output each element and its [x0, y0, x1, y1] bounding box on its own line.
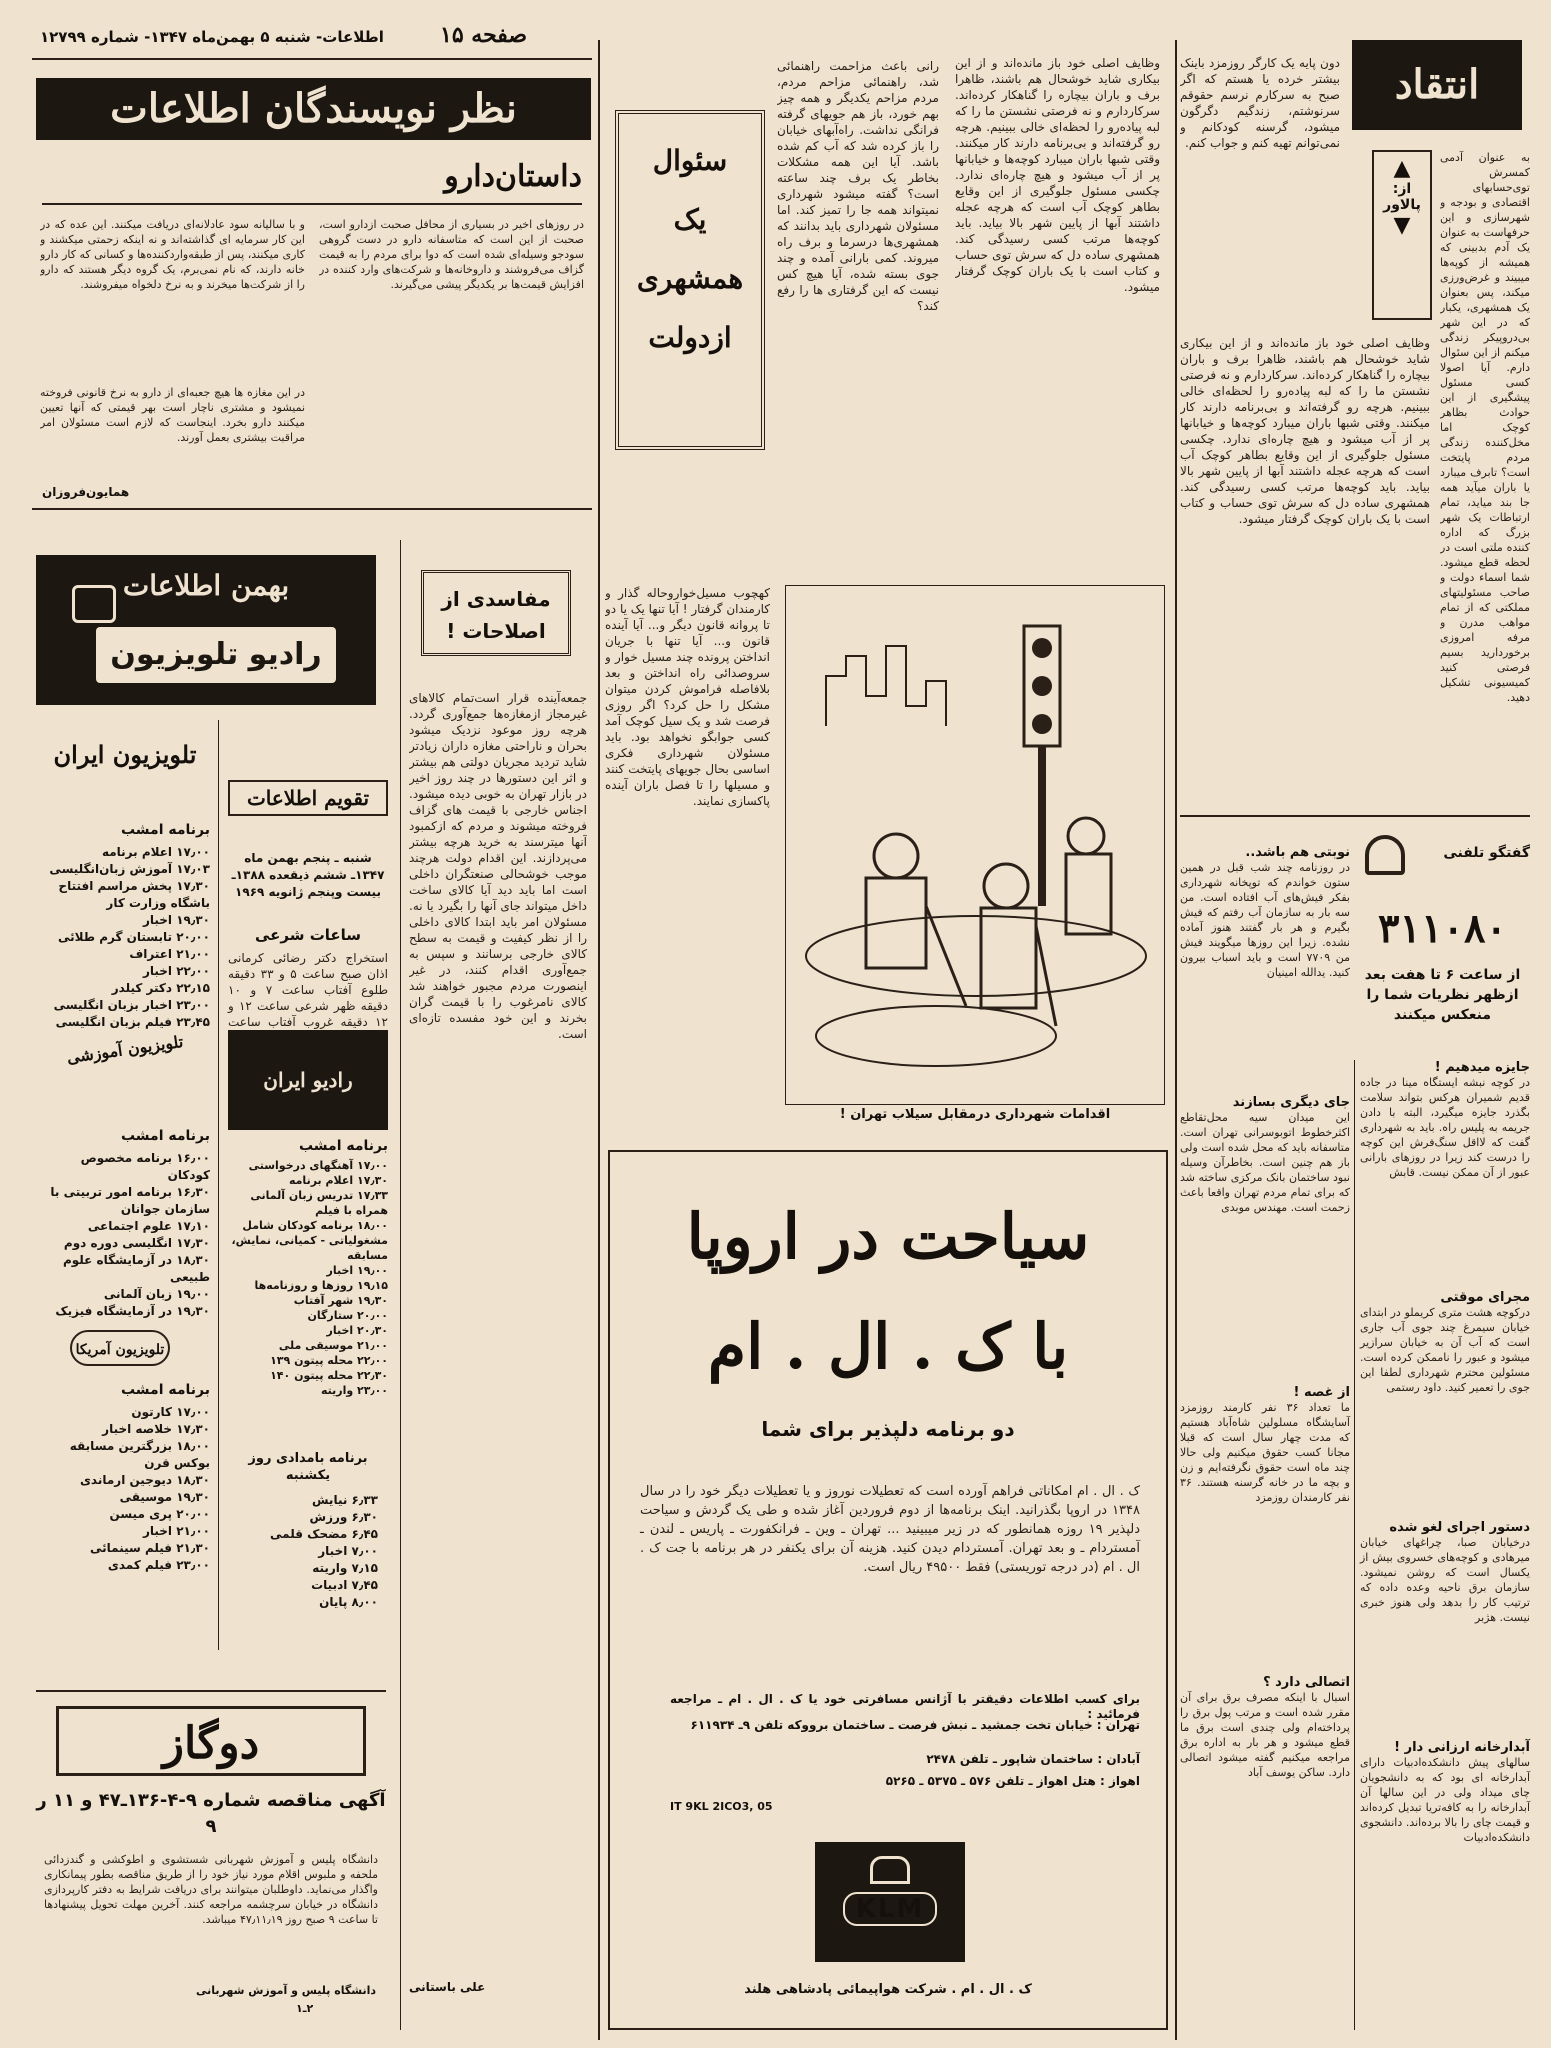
tel-item [1180, 1675, 1350, 1780]
daroo-body-left-2: در این مغازه ها هیچ جعبه‌ای از دارو به نرخ قانونی فروخته نمیشود و مشتری ناچار است بهر قیمتی که آنها تعیین میکنند دارو بخرد. اینجاست که لازم است مسئولان امر مراقبت بیشتری بعمل آورند. [40, 386, 305, 444]
schedule-item: ۱۶٫۳۰ برنامه امور تربیتی با سازمان جوانان [50, 1185, 210, 1216]
schedule-item: ۷٫۰۰ اخبار [318, 1544, 378, 1558]
tv-icon [72, 585, 116, 623]
cartoon-text-above: کهچوب مسیل‌خواروحاله گذار و کارمندان گرفتار ! آیا تنها یک یا دو تا پروانه قانون دیگر و... آیا آینده قانون و... آیا تنها با جریان انداختن پرونده چند مسیل خوار و سروصدائی راه انداختن و بعد بلافاصله فراموش کردن میتوان مشکل را حل کرد؟ اگر روزی فرصت شد و یک سیل کوچک آمد کسی جوابگو نخواهد بود. باید مسئولان شهرداری فکری اساسی بحال جویهای پایتخت کنند و مسیلها را تا فصل باران آینده پاکسازی نمایند. [605, 586, 770, 808]
schedule-item: ۱۷٫۳۰ پخش مراسم افتتاح باشگاه وزارت کار [58, 879, 210, 910]
daroo-body-right: در روزهای اخیر در بسیاری از محافل صحبت ازدارو است، صحبت از این است که متاسفانه دارو در دست گروهی سودجو وسیله‌ای شده است که دوا برای مردم را به قیمت گزاف می‌فروشند و داروخانه‌ها و شرکت‌های وارد کننده در افزایش قیمت‌ها بر یکدیگر پیشی می‌گیرند. [319, 218, 584, 291]
mafasedi-article [400, 540, 592, 2030]
tel-item-body: این میدان سیه محل‌تقاطع اکثرخطوط اتوبوسرانی تهران است. متاسفانه باید که محل شده است ولی باز هم چنین است. بخاطرآن وسیله نبود ساختمان بانک مرکزی ساخته شد که برای تمام مردم تهران واقعا باعث زحمت است. مهندس موبدی [1179, 1111, 1350, 1214]
entegad-body-main: به عنوان آدمی کمسرش توی‌حسابهای اقتصادی و بودجه و شهرسازی و این حرفهاست به عنوان یک آدم بدبینی که همیشه از کوپه‌ها میبیند و غرض‌ورزی میکند، پس بعنوان یک همشهری، یکبار که در این شهر بی‌دروپیکر زندگی میکنم از این سئوال دارم. آیا اصولا کسی مسئول پیشگیری از این حوادث بظاهر کوچک اما مخل‌کننده زندگی مردم پایتخت است؟ تابرف میبارد یا باران میآید همه جا بند میاید، تمام ارتباطات یک شهر بزرگ که اداره کننده ملتی است در لحظه قطع میشود. شما اسماء دولت و صاحب مسئولیتهای مملکتی که از تمام مواهب مدرن و مرفه امروزی برخوردارید بسیم فرصتی کنید کمیسیونی تشکیل دهید. [1440, 151, 1530, 704]
schedule-item: ۱۷٫۳۰ خلاصه اخبار [102, 1422, 210, 1436]
daroo-body-left: و با سالیانه سود عادلانه‌ای دریافت میکنند. این عده که در این کار سرمایه ای گذاشته‌اند و نه اینکه زحمتی میکشند و کاری میکنند، پس از طبقه‌واردکننده‌ها و کسانی که کار دارو خانه دارند، که نام نمی‌برم، یک گروه دیگر هستند که دارو را از شرکت‌ها میخرند و به نرخ دلخواه میفروشند. [40, 218, 305, 291]
tel-number: ۳۱۱۰۸۰ [1378, 905, 1507, 952]
tel-item-title: از غصه ! [1293, 1385, 1350, 1400]
schedule-divider [218, 720, 219, 1650]
side-item-body: درخیابان صبا، چراغهای خیابان میرهادی و کوچه‌های خسروی بیش از یکسال است که روشن نمیشود. سازمان برق ناحیه وعده داده که ترتیب کار را بدهد ولی هنوز خبری نیست. هژبر [1360, 1536, 1530, 1624]
entegad-from [1372, 150, 1432, 320]
side-items [1360, 1060, 1530, 2030]
radio-tv-banner [36, 555, 376, 705]
radio-morning-list [248, 1492, 378, 1611]
radio-logo: رادیو ایران [228, 1030, 388, 1130]
schedule-item: ۲۱٫۳۰ فیلم سینمائی [90, 1541, 210, 1555]
tel-item-body: اسبال با اینکه مصرف برق برای آن مقرر شده است و مرتب پول برق را پرداخته‌ام ولی چندی است برق ما قطع میشود و هر بار به اداره برق مراجعه میکنیم گفته میشود اتصالی دارد. ساکن یوسف آباد [1180, 1691, 1350, 1779]
schedule-item: ۱۹٫۰۰ زبان آلمانی [103, 1287, 210, 1301]
schedule-item: ۲۰٫۳۰ اخبار [326, 1324, 388, 1337]
schedule-item: ۸٫۰۰ پایان [319, 1595, 378, 1609]
calendar-title: تقویم اطلاعات [228, 780, 388, 816]
schedule-item: ۱۶٫۰۰ برنامه مخصوص کودکان [80, 1151, 210, 1182]
tel-item-title: اتصالی دارد ؟ [1263, 1675, 1350, 1690]
tel-item [1180, 1385, 1350, 1505]
tv-educational-schedule [40, 1031, 210, 1318]
calendar-date: شنبه ـ پنجم بهمن ماه ۱۳۴۷ـ ششم ذیقعده ۱۳۸۸ـ بیست وپنجم ژانویه ۱۹۶۹ [231, 851, 385, 899]
schedule-item: ۲۱٫۰۰ موسیقی ملی [278, 1339, 388, 1352]
schedule-item: ۲۳٫۰۰ واریته [320, 1384, 388, 1397]
klm-contact-ahvaz: اهواز : هتل اهواز ـ تلفن ۵۷۶ ـ ۵۳۷۵ ـ ۵۲۶۵ [885, 1774, 1140, 1788]
tv-america-heading: برنامه امشب [120, 1382, 210, 1398]
radio-heading: برنامه امشب [298, 1138, 388, 1154]
schedule-item: ۶٫۴۵ مضحک قلمی [270, 1527, 378, 1541]
side-item-title: آبدارخانه ارزانی دار ! [1394, 1740, 1530, 1755]
schedule-item: ۱۷٫۳۰ انگلیسی دوره دوم [63, 1236, 210, 1250]
tel-item [1180, 1095, 1350, 1215]
soal-title [615, 110, 765, 450]
schedule-item: ۱۸٫۳۰ دیوجین ارماندی [79, 1473, 210, 1487]
schedule-item: ۱۸٫۳۰ در آزمایشگاه علوم طبیعی [62, 1253, 210, 1284]
tel-item-body: ما تعداد ۳۶ نفر کارمند روزمزد آسایشگاه مسلولین شاه‌آباد هستیم که مدت چهار سال است که قبلا مجانا کسب حقوق میکنیم ولی حالا چند ماه است حقوق نگرفته‌ایم و زن و بچه ما در خانه گرسنه هستند. ۳۶ نفر کارمندان روزمزد [1180, 1401, 1350, 1504]
tv-iran-logo: تلویزیون ایران [53, 740, 197, 769]
entegad-title: انتقاد [1352, 40, 1522, 130]
schedule-item: ۱۷٫۰۰ کارتون [131, 1405, 210, 1419]
page-label: صفحه ۱۵ [440, 22, 528, 48]
schedule-item: ۲۰٫۰۰ ستارگان [307, 1309, 388, 1322]
schedule-item: ۶٫۳۰ ورزش [309, 1510, 378, 1524]
entegad-from-value: پالاور [1383, 197, 1421, 213]
soal-title-line: ازدولت [648, 321, 732, 354]
side-item-title: جایزه میدهیم ! [1434, 1060, 1530, 1075]
daroo-title: داستان‌دارو [444, 159, 582, 194]
entegad-body-left: وظایف اصلی خود باز مانده‌اند و از این بیکاری شاید خوشحال هم باشند، ظاهرا برف و باران بیچاره را گناهکار کرده‌اند. سرکاردارم و نه فرصتی نشستن ما را که لبه پیاده‌رو را لحظه‌ای خالی ببینیم. هرچه رو گرفته‌اند و بی‌برنامه دارند کار میکنند. وقتی شبها باران میبارد کوچه‌ها و خیابانها پر از آب میشود و هیچ چاره‌ای ندارد. چکسی مسئول جلوگیری از این وقایع بطاهر کوچک آب است که هرچه عجله داشتند آبها از پایین شهر بالا بیاید. باید کوچه‌ها مرتب کسی رسیدگی کند. همشهری ساده دل که سرش توی حساب و کتاب است با یک باران کوچک گرفتار میشود. [1180, 336, 1430, 526]
arrow-down-icon: ▼ [1393, 213, 1411, 238]
schedule-item: ۱۷٫۱۰ علوم اجتماعی [87, 1219, 210, 1233]
schedule-item: ۲۱٫۰۰ اعتراف [129, 947, 210, 961]
schedule-item: ۱۸٫۰۰ بزرگترین مسابقه بوکس قرن [69, 1439, 210, 1470]
entegad-body-mid: وظایف اصلی خود باز مانده‌اند و از این بیکاری شاید خوشحال هم باشند، ظاهرا برف و باران بیچاره را گناهکار کرده‌اند. سرکاردارم و نه فرصتی نشستن ما را که لبه پیاده‌رو را لحظه‌ای خالی ببینیم. هرچه رو گرفته‌اند و بی‌برنامه دارند کار میکنند. وقتی شبها باران میبارد کوچه‌ها و خیابانها پر از آب میشود و هیچ چاره‌ای ندارد. چکسی مسئول جلوگیری از این وقایع بطاهر کوچک آب است که هرچه عجله داشتند آبها از پایین شهر بالا بیاید. باید کوچه‌ها مرتب کسی رسیدگی کند. همشهری ساده دل که سرش توی حساب و کتاب است با یک باران کوچک گرفتار میشود. [955, 56, 1160, 294]
mafasedi-byline: علی باستانی [409, 1980, 486, 1994]
tv-educational-heading: برنامه امشب [120, 1128, 210, 1144]
soal-article [605, 50, 945, 590]
tv-america-logo: تلویزیون آمریکا [70, 1330, 170, 1366]
tel-hours: از ساعت ۶ تا هفت بعد ازظهر نظریات شما را منعکس میکنند [1364, 967, 1521, 1023]
side-item-body: سالهای پیش دانشکده‌ادبیات دارای آبدارخانه ای بود که به دانشجویان چای میداد ولی در این سالها آن آبدارخانه را به کافه‌تریا تبدیل کرده‌اند و قیمت چای را بالا برده‌اند. دانشجوی دانشکده‌ادبیات [1360, 1756, 1530, 1844]
radio-schedule [228, 1030, 388, 1650]
calendar-subtitle: ساعات شرعی [254, 926, 362, 944]
soal-title-line: سئوال [652, 144, 728, 177]
tv-iran-heading: برنامه امشب [120, 822, 210, 838]
schedule-item: ۱۷٫۳۰ اعلام برنامه [288, 1174, 388, 1187]
tv-america-schedule [40, 1330, 210, 1660]
section-title: نظر نویسندگان اطلاعات [36, 78, 591, 140]
schedule-item: ۲۲٫۳۰ محله پیتون ۱۴۰ [270, 1369, 388, 1382]
tel-item-title: جای دیگری بسازند [1232, 1095, 1350, 1110]
daroo-byline: همایون‌فروزان [42, 485, 130, 499]
schedule-item: ۱۹٫۳۰ شهر آفتاب [293, 1294, 388, 1307]
side-item-title: دستور اجرای لغو شده [1389, 1520, 1530, 1535]
klm-footer: ک . ال . ام . شرکت هواپیمائی پادشاهی هلند [744, 1982, 1032, 1997]
side-item [1360, 1060, 1530, 1180]
schedule-item: ۷٫۴۵ ادبیات [311, 1578, 378, 1592]
soal-body: رانی باعث مزاحمت راهنمائی شد، راهنمائی مزاحم مردم، مردم مزاحم یکدیگر و همه چیز بهم خورد، باز هم جویهای گرفته فرانگی نداشت. راه‌آبهای خیابان را باز کرده شد که آب کم شده باشد. آیا این همه مشکلات بخاطر یک برف چند ساعته است؟ گفته میشود شهرداری نمیتواند همه جا را تمیز کند. اما مسئولان شهرداری باید بدانند که همشهری‌ها درسرما و برف راه میروند. کمی بارانی آمده و چند جوی بسته شده، آیا هیچ کس نیست که این گرفتاری ها را رفع کند؟ [777, 59, 939, 313]
dogaz-footer: دانشگاه پلیس و آموزش شهربانی [195, 1984, 376, 1997]
schedule-item: ۱۷٫۰۳ آموزش زبان‌انگلیسی [49, 862, 210, 876]
klm-logo-text: KLM [843, 1892, 937, 1926]
klm-body: ک . ال . ام امکاناتی فراهم آورده است که تعطیلات نوروز و یا تعطیلات دیگر خود را در سال ۱۳۴۸ در اروپا بگذرانید. اینک برنامه‌ها از دوم فروردین آغاز شده و طی یک گردش و سیاحت دلپذیر ۱۹ روزه همانطور که در زیر میبینید ... تهران ـ وین ـ فرانکفورت ـ پاریس ـ لندن ـ آمستردام ـ و بعد تهران. آمستردام دیدن کنید. هزینه آن برای یکنفر در هر برنامه با جت ک . ال . ام (در درجه توریستی) فقط ۴۹۵۰۰ ریال است. [640, 1484, 1140, 1575]
crown-icon [870, 1856, 910, 1884]
calendar-section [228, 740, 388, 1060]
tv-iran-schedule [40, 740, 210, 1040]
schedule-item: ۷٫۱۵ واریته [312, 1561, 378, 1575]
klm-contact-abadan: آبادان : ساختمان شاپور ـ تلفن ۲۴۷۸ [926, 1752, 1140, 1766]
dogaz-logo: دوگاز [56, 1706, 366, 1776]
schedule-item: ۲۳٫۴۵ فیلم بزبان انگلیسی [55, 1015, 210, 1029]
arrow-up-icon: ▲ [1393, 156, 1411, 181]
tel-item-body: در روزنامه چند شب قبل در همین ستون خواندم که توپخانه شهرداری بفکر فیش‌های آب افتاده است. من سه بار به سازمان آب رفتم که فیش بگیرم و هر بار گفتند هنوز آماده نشده. زیرا این روزها میگویند فیش من ۷۷۰۹ است و باید اسباب بیرون کنید. یدالله امینیان [1180, 861, 1350, 979]
date-line: اطلاعات- شنبه ۵ بهمن‌ماه ۱۳۴۷- شماره ۱۲۷۹۹ [40, 28, 384, 46]
schedule-item: ۱۹٫۳۰ اخبار [142, 913, 210, 927]
tel-box [1355, 825, 1530, 1055]
schedule-item: ۱۹٫۳۰ موسیقی [119, 1490, 210, 1504]
schedule-item: ۱۹٫۰۰ اخبار [326, 1264, 388, 1277]
side-item [1360, 1520, 1530, 1625]
tel-items [1180, 825, 1350, 2025]
schedule-item: ۲۳٫۰۰ اخبار بزبان انگلیسی [53, 998, 210, 1012]
schedule-item: ۲۲٫۰۰ محله پیتون ۱۳۹ [270, 1354, 388, 1367]
banner-top-text: بهمن اطلاعات [122, 569, 290, 602]
schedule-item: ۲۲٫۱۵ دکتر کیلدر [111, 981, 210, 995]
tel-label: گفتگو تلفنی [1443, 845, 1530, 861]
soal-title-line: همشهری [636, 262, 744, 295]
daroo-article [32, 155, 592, 510]
entegad-body-top: دون پایه یک کارگر روزمزد باینک بیشتر خرده یا هستم که اگر صبح به سرکارم نرسم حقوقم سرنوشتم، زندگیم دگرگون میشود، گرسنه کودکانم و نمی‌توانم تهیه کنم و جواب کنم. [1180, 56, 1340, 150]
cartoon-illustration [785, 585, 1165, 1105]
dogaz-code: ۲ـ۱ [296, 2002, 314, 2015]
column-rule [598, 40, 600, 2040]
masthead-rule [32, 58, 592, 60]
schedule-item: ۲۳٫۰۰ فیلم کمدی [107, 1558, 210, 1572]
klm-headline-1: سیاحت در اروپا [686, 1200, 1090, 1273]
banner-main-text: رادیو تلویزیون [96, 627, 336, 683]
dogaz-tender-title: آگهی مناقصه شماره ۹-۴-۱۳۶ـ۴۷ و ۱۱ ر ۹ [36, 1790, 386, 1837]
schedule-item: ۱۹٫۳۰ در آزمایشگاه فیزیک [55, 1304, 210, 1318]
schedule-item: ۲۰٫۰۰ پری میسن [109, 1507, 210, 1521]
cartoon-section [605, 585, 1170, 1125]
side-item [1360, 1290, 1530, 1395]
radio-list [228, 1158, 388, 1398]
dogaz-ad [36, 1690, 386, 2020]
mafasedi-title: مفاسدی از اصلاحات ! [421, 570, 571, 656]
tel-item [1180, 845, 1350, 980]
schedule-item: ۶٫۳۳ نیایش [311, 1493, 378, 1507]
soal-title-line: یک [673, 203, 707, 236]
entegad-from-label: از: [1392, 181, 1412, 197]
tel-item-title: نوبتی هم باشد.. [1245, 845, 1350, 860]
phone-icon [1365, 835, 1405, 875]
schedule-item: ۲۲٫۰۰ اخبار [142, 964, 210, 978]
tv-iran-list [40, 844, 210, 1031]
schedule-item: ۱۹٫۱۵ روزها و روزنامه‌ها [254, 1279, 388, 1292]
side-item [1360, 1740, 1530, 1845]
title-rule [42, 203, 582, 205]
schedule-item: ۲۱٫۰۰ اخبار [142, 1524, 210, 1538]
side-item-body: درکوچه هشت متری کریملو در ابتدای خیابان سیمرغ چند جوی آب جاری است که آب آن به خیابان سرازیر میشود و عبور را ناممکن کرده است. مسئولین محترم شهرداری لطفا این جوی را تعمیر کنید. داود رستمی [1360, 1306, 1530, 1394]
schedule-item: ۱۷٫۰۰ اعلام برنامه [101, 845, 210, 859]
klm-logo [815, 1842, 965, 1962]
klm-contact-intro: برای کسب اطلاعات دقیقتر با آژانس مسافرتی خود یا ک . ال . ام ـ مراجعه فرمائید : [670, 1692, 1140, 1721]
tv-america-list [40, 1404, 210, 1574]
dogaz-tender-body: دانشگاه پلیس و آموزش شهربانی شستشوی و اطوکشی و گندزدائی ملحفه و ملبوس اقلام مورد نیاز خود را از طریق مناقصه بطور پیمانکاری واگذار می‌نماید. داوطلبان میتوانند برای دریافت شرایط به دفتر کارپردازی دانشگاه در خیابان سرچشمه مراجعه کنند. آخرین مهلت تحویل پیشنهادها تا ساعت ۹ صبح روز ۴۷٫۱۱٫۱۹ میباشد. [44, 1853, 378, 1926]
column-rule [1354, 1060, 1355, 2030]
cartoon-caption: اقدامات شهرداری درمقابل سیلاب تهران ! [839, 1107, 1111, 1122]
klm-subhead: دو برنامه دلپذیر برای شما [761, 1417, 1015, 1441]
tv-educational-logo: تلویزیون آموزشی [65, 1031, 185, 1068]
section-rule [1180, 815, 1530, 817]
side-item-body: در کوچه نبشه ایستگاه مینا در جاده قدیم شمیران هرکس بتواند سلامت بگذرد جایزه میگیرد، البته با دادن جریمه به پلیس راه. باید به شهرداری گفت که لااقل سنگ‌فرش این کوچه را درست کند زیرا در روزهای بارانی عبور از آن ممکن نیست. قابش [1360, 1076, 1530, 1179]
side-item-title: مجرای موقتی [1440, 1290, 1530, 1305]
schedule-item: ۲۰٫۰۰ تابستان گرم طلائی [58, 930, 210, 944]
mafasedi-body: جمعه‌آینده قرار است‌تمام کالاهای غیرمجاز ازمغازه‌ها جمع‌آوری گردد. هرچه روز موعود نزدیک میشود بحران و ناراحتی مغازه داران زیادتر شاید تردید مجریان دولتی هم بیشتر و اثر این دستورها در چند روز اخیر در بازار تهران به خوبی دیده میشود. اجناس خارجی با قیمت های گزاف فروخته میشوند و مردم که ازکمبود آنها میترسند به خرید هرچه بیشتر می‌پردازند. این اقدام دولت هرچند موجب خوشحالی صنعتگران داخلی است اما باید دید آیا کالای ساخت داخل میتواند جای آنها را بگیرد یا نه. مسئولان امر باید ابتدا کالای داخلی را از نظر کیفیت و قیمت به سطح کالای خارجی برسانند و سپس به جمع‌آوری اقدام کنند، در غیر اینصورت مردم مجبور خواهند شد کالای نامرغوب را با قیمت گران بخرند و این خود مفسده تازه‌ای است. [409, 691, 587, 1041]
schedule-item: ۱۸٫۰۰ برنامه کودکان شامل مشغولیاتی - کمیانی، نمایش، مسابقه [231, 1219, 388, 1262]
column-rule [1175, 40, 1177, 2040]
klm-contact-tehran: تهران : خیابان تخت جمشید ـ نبش فرصت ـ ساختمان برووکه تلفن ۹ـ ۶۱۱۹۳۴ [690, 1718, 1140, 1732]
klm-headline-2: با ک . ال . ام [707, 1310, 1069, 1383]
calendar-hours: استخراج دکتر رضائی کرمانی اذان صبح ساعت ۵ و ۳۳ دقیقه طلوع آفتاب ساعت ۷ و ۱۰ دقیقه ظهر شرعی ساعت ۱۲ و ۱۲ دقیقه غروب آفتاب ساعت [228, 951, 388, 1029]
cartoon-drawing [786, 586, 1164, 1104]
schedule-item: ۱۷٫۰۰ آهنگهای درخواستی [248, 1159, 388, 1172]
klm-ad [608, 1150, 1168, 2030]
schedule-item: ۱۷٫۳۳ تدریس زبان آلمانی همراه با فیلم [250, 1189, 388, 1217]
tv-educational-list [40, 1150, 210, 1320]
radio-morning-heading: برنامه بامدادی روز یکشنبه [248, 1451, 368, 1483]
klm-code: IT 9KL 2ICO3, 05 [670, 1800, 773, 1813]
